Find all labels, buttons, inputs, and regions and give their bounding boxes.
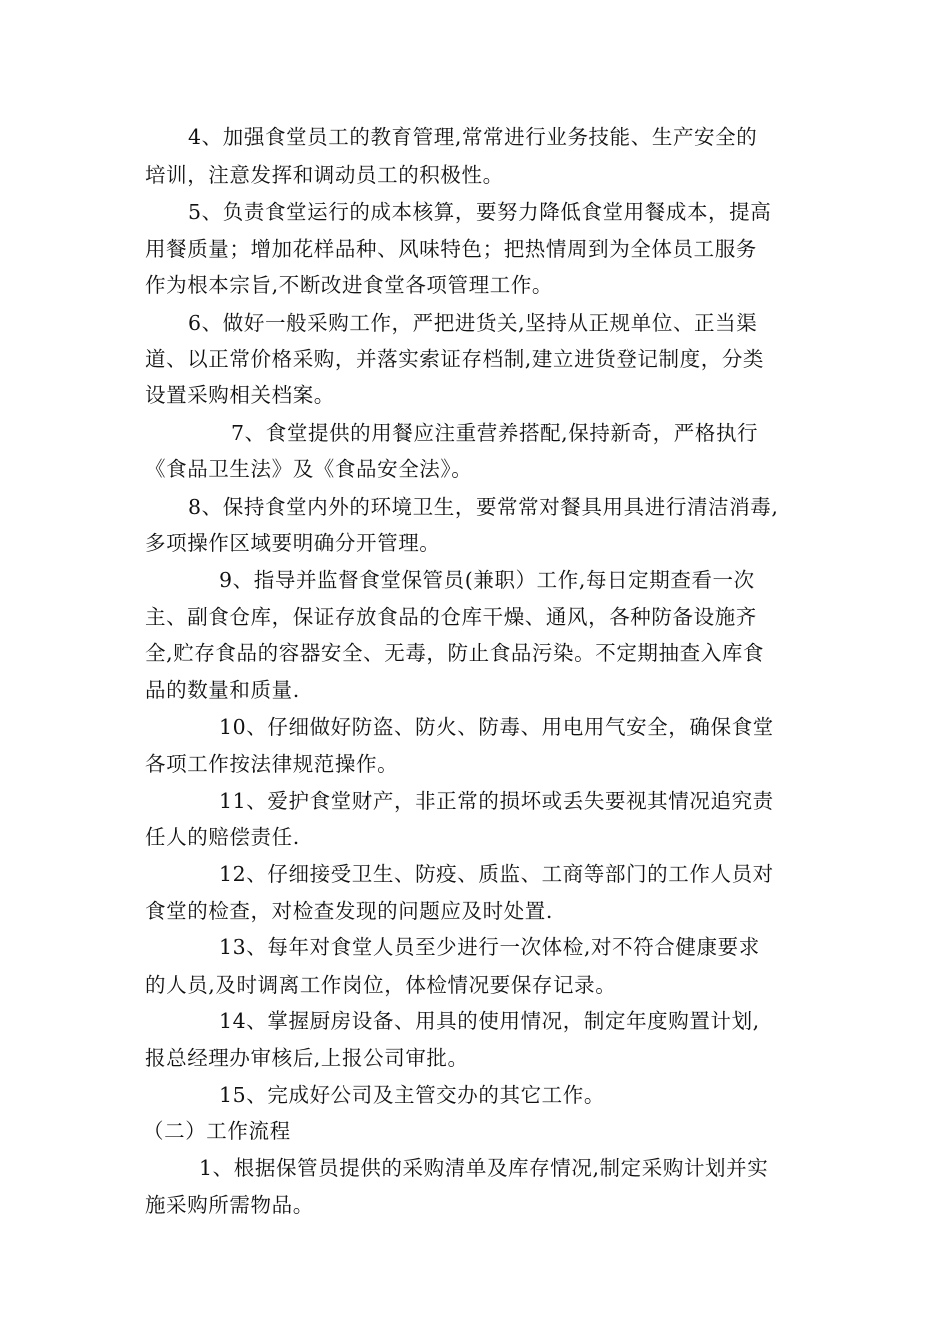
paragraph-10-line-2: 各项工作按法律规范操作。 (145, 752, 399, 776)
paragraph-11-line-1: 11、爱护食堂财产，非正常的损坏或丢失要视其情况追究责 (219, 789, 774, 813)
paragraph-9-line-1: 9、指导并监督食堂保管员(兼职）工作,每日定期查看一次 (219, 568, 755, 592)
paragraph-4-line-2: 培训，注意发挥和调动员工的积极性。 (145, 163, 504, 187)
paragraph-8-line-2: 多项操作区域要明确分开管理。 (145, 531, 441, 555)
paragraph-7-line-2: 《食品卫生法》及《食品安全法》。 (145, 457, 473, 481)
paragraph-8-line-1: 8、保持食堂内外的环境卫生，要常常对餐具用具进行清洁消毒, (188, 495, 779, 519)
paragraph-6-line-1: 6、做好一般采购工作，严把进货关,坚持从正规单位、正当渠 (188, 311, 758, 335)
paragraph-13-line-2: 的人员,及时调离工作岗位，体检情况要保存记录。 (145, 973, 617, 997)
paragraph-14-line-2: 报总经理办审核后,上报公司审批。 (145, 1046, 469, 1070)
paragraph-6-line-3: 设置采购相关档案。 (145, 383, 335, 407)
paragraph-15-line-1: 15、完成好公司及主管交办的其它工作。 (219, 1083, 605, 1107)
paragraph-9-line-4: 品的数量和质量. (145, 678, 300, 702)
paragraph-5-line-3: 作为根本宗旨,不断改进食堂各项管理工作。 (145, 273, 554, 297)
paragraph-5-line-2: 用餐质量；增加花样品种、风味特色；把热情周到为全体员工服务 (145, 237, 757, 261)
paragraph-9-line-3: 全,贮存食品的容器安全、无毒，防止食品污染。不定期抽查入库食 (145, 641, 765, 665)
paragraph-13-line-1: 13、每年对食堂人员至少进行一次体检,对不符合健康要求 (219, 935, 760, 959)
paragraph-6-line-2: 道、以正常价格采购，并落实索证存档制,建立进货登记制度，分类 (145, 347, 765, 371)
paragraph-9-line-2: 主、副食仓库，保证存放食品的仓库干燥、通风，各种防备设施齐 (145, 605, 757, 629)
paragraph-7-line-1: 7、食堂提供的用餐应注重营养搭配,保持新奇，严格执行 (231, 421, 759, 445)
paragraph-4-line-1: 4、加强食堂员工的教育管理,常常进行业务技能、生产安全的 (188, 125, 758, 149)
paragraph-14-line-1: 14、掌握厨房设备、用具的使用情况，制定年度购置计划, (219, 1009, 760, 1033)
workflow-1-line-1: 1、根据保管员提供的采购清单及库存情况,制定采购计划并实 (199, 1156, 769, 1180)
paragraph-12-line-2: 食堂的检查，对检查发现的问题应及时处置. (145, 899, 554, 923)
paragraph-11-line-2: 任人的赔偿责任. (145, 825, 300, 849)
paragraph-5-line-1: 5、负责食堂运行的成本核算，要努力降低食堂用餐成本，提高 (188, 200, 772, 224)
paragraph-10-line-1: 10、仔细做好防盗、防火、防毒、用电用气安全，确保食堂 (219, 715, 774, 739)
workflow-1-line-2: 施采购所需物品。 (145, 1193, 314, 1217)
paragraph-12-line-1: 12、仔细接受卫生、防疫、质监、工商等部门的工作人员对 (219, 862, 774, 886)
section-heading-workflow: （二）工作流程 (143, 1119, 291, 1143)
